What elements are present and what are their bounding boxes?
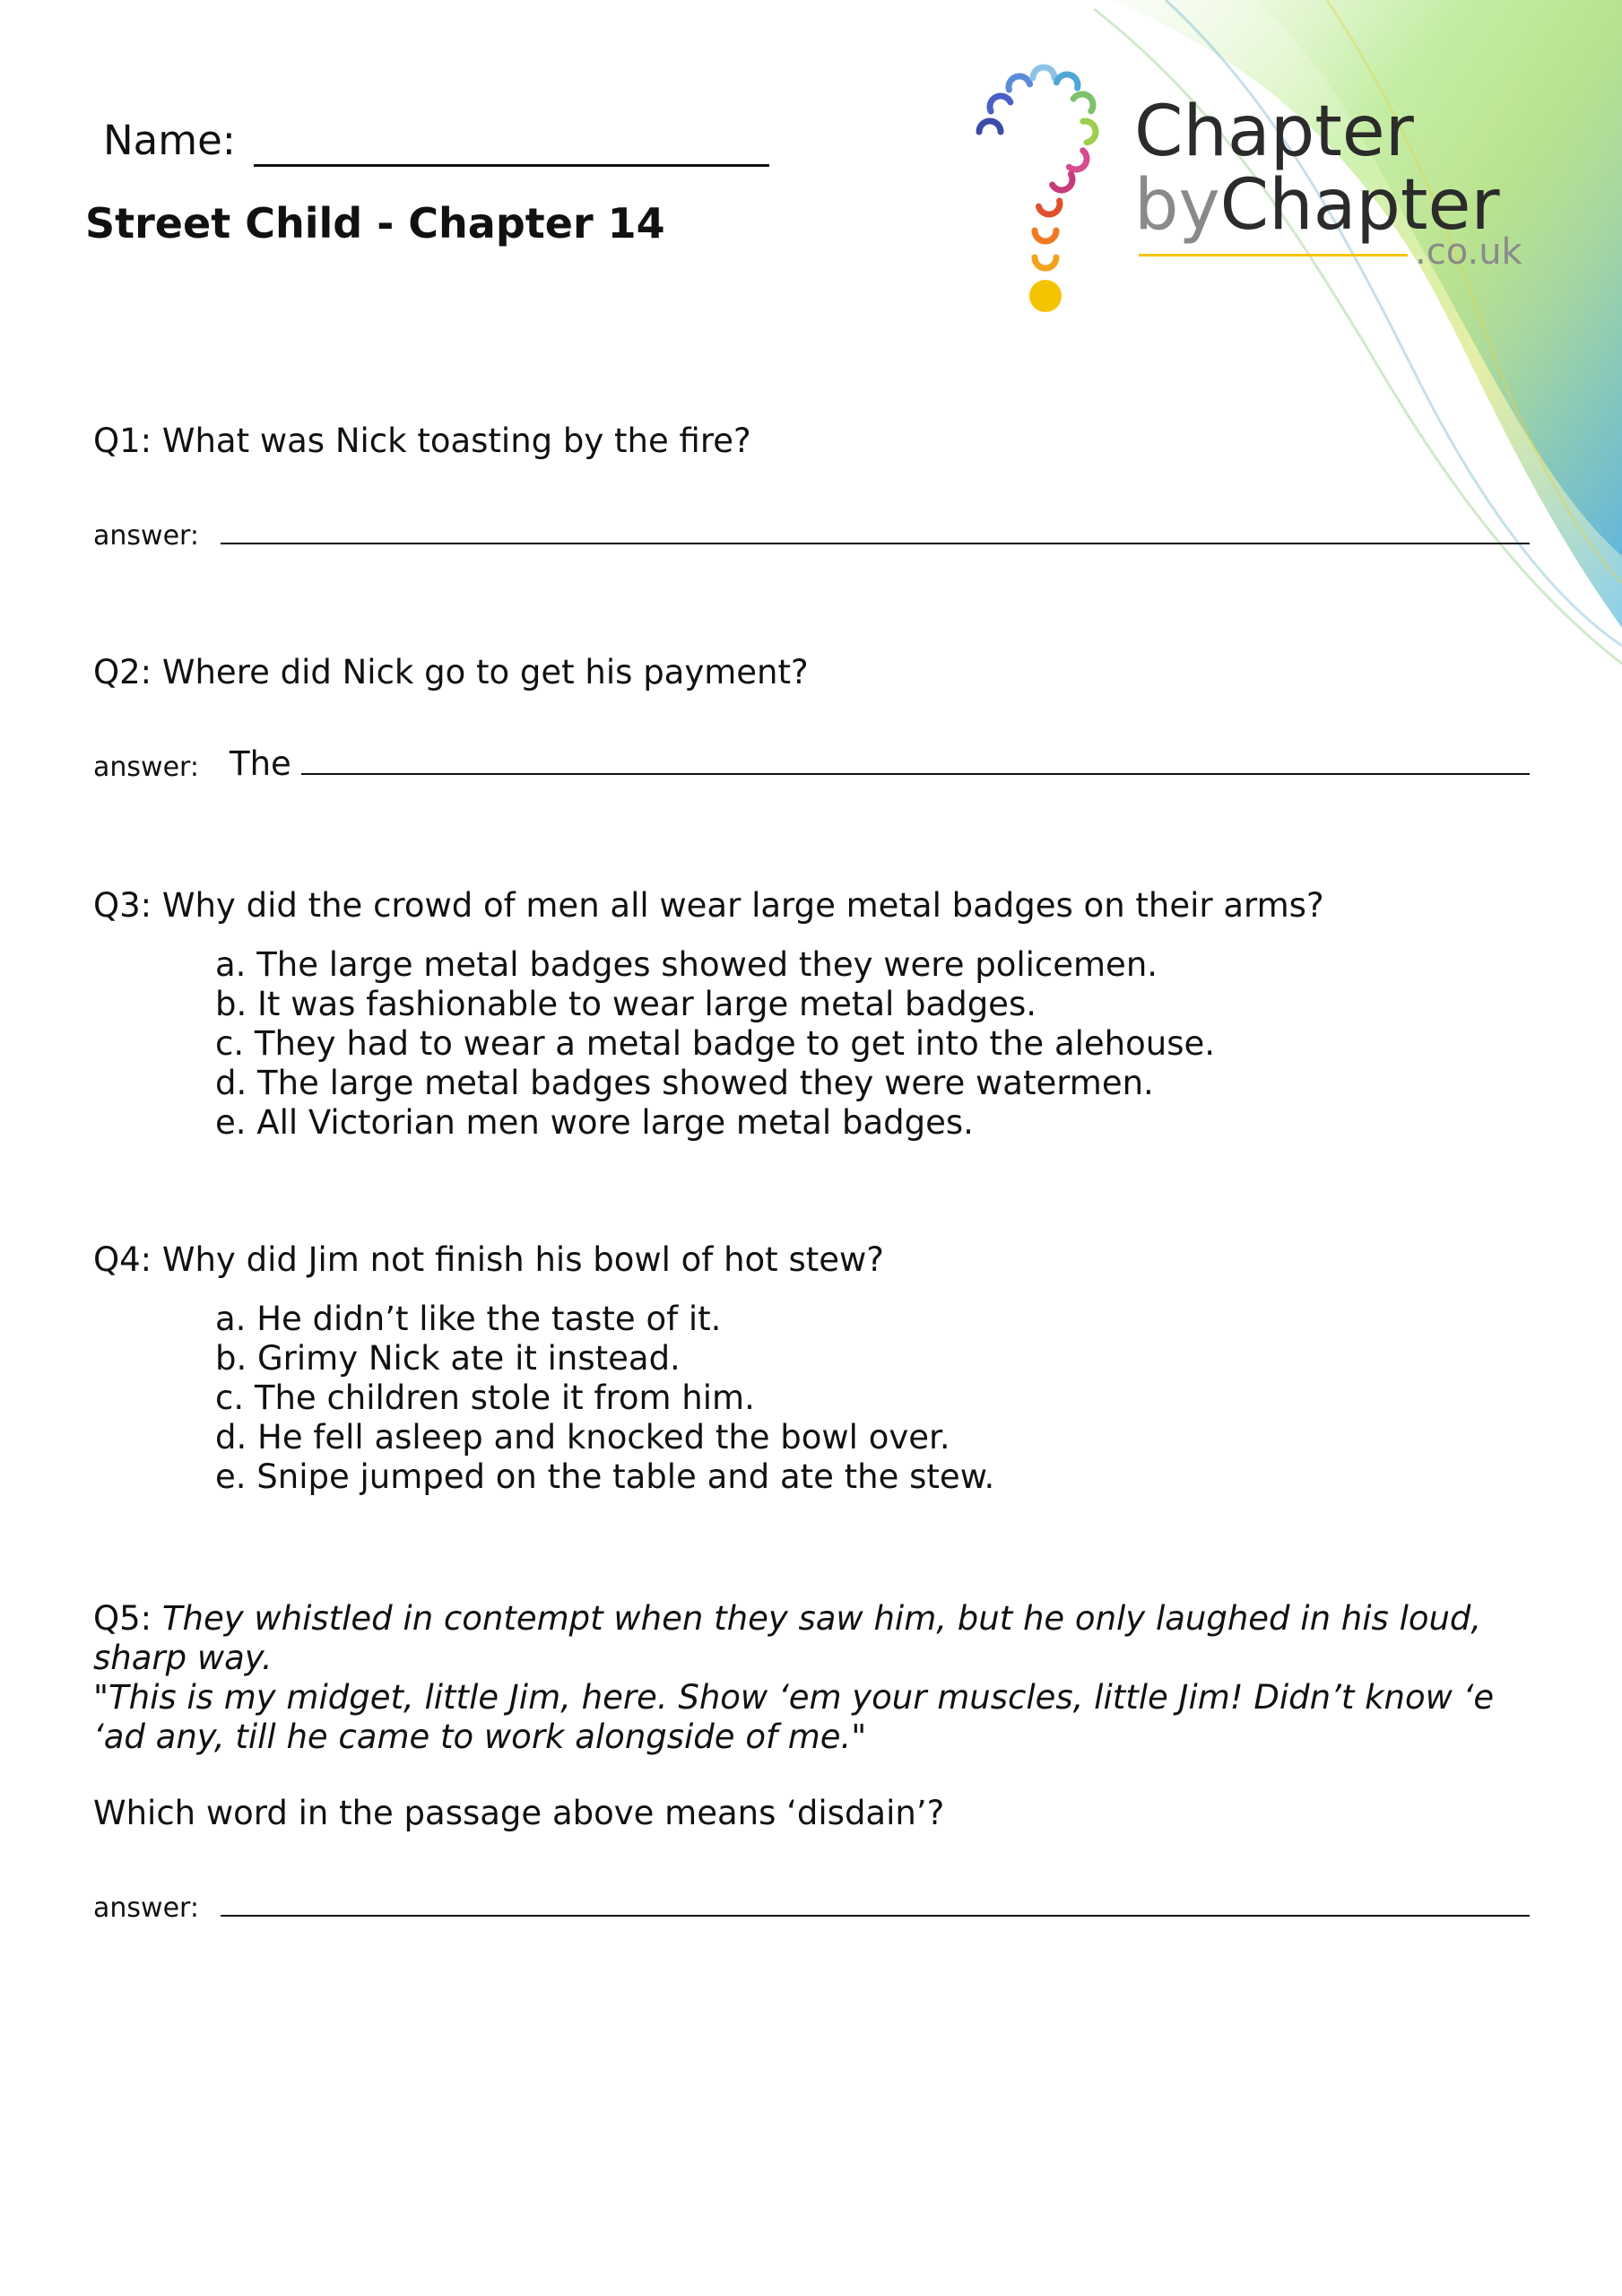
option-3d[interactable]: d. The large metal badges showed they were watermen. bbox=[215, 1064, 1154, 1102]
option-4b[interactable]: b. Grimy Nick ate it instead. bbox=[215, 1339, 681, 1378]
answer-label-2: answer: bbox=[93, 752, 199, 783]
question-4-options bbox=[215, 1300, 994, 1497]
option-4a[interactable]: a. He didn’t like the taste of it. bbox=[215, 1300, 722, 1338]
logo-chapter: Chapter bbox=[1219, 165, 1500, 246]
answer-prefix-2: The bbox=[230, 744, 291, 783]
logo-underline bbox=[1139, 254, 1408, 257]
answer-field-2[interactable] bbox=[301, 773, 1530, 775]
answer-label-1: answer: bbox=[93, 520, 199, 552]
option-3c[interactable]: c. They had to wear a metal badge to get into the alehouse. bbox=[215, 1024, 1216, 1063]
answer-field-1[interactable] bbox=[221, 543, 1530, 544]
option-3a[interactable]: a. The large metal badges showed they were policemen. bbox=[215, 945, 1158, 984]
question-1: Q1: What was Nick toasting by the fire? bbox=[93, 422, 751, 460]
question-2: Q2: Where did Nick go to get his payment? bbox=[93, 653, 809, 691]
question-5: Which word in the passage above means ‘disdain’? bbox=[93, 1794, 945, 1832]
question-4: Q4: Why did Jim not finish his bowl of hot stew? bbox=[93, 1240, 884, 1279]
option-3b[interactable]: b. It was fashionable to wear large metal badges. bbox=[215, 985, 1037, 1023]
answer-label-5: answer: bbox=[93, 1892, 199, 1924]
answer-field-5[interactable] bbox=[221, 1915, 1530, 1917]
logo-by: by bbox=[1134, 165, 1220, 246]
logo-domain: .co.uk bbox=[1415, 231, 1522, 273]
option-3e[interactable]: e. All Victorian men wore large metal badges. bbox=[215, 1103, 974, 1142]
logo-wordmark-line2 bbox=[1134, 165, 1500, 246]
question-5-prefix: Q5: bbox=[93, 1599, 162, 1638]
book-question-mark-icon bbox=[959, 49, 1112, 318]
option-4d[interactable]: d. He fell asleep and knocked the bowl over. bbox=[215, 1418, 950, 1457]
passage-line-2: "This is my midget, little Jim, here. Show ‘em your muscles, little Jim! Didn’t know ‘e ‘ad any, till he came to work alongside of me." bbox=[93, 1678, 1495, 1756]
logo-wordmark-line1: Chapter bbox=[1134, 91, 1414, 172]
question-3-options bbox=[215, 945, 1215, 1143]
passage-line-1: They whistled in contempt when they saw him, but he only laughed in his loud, sharp way. bbox=[93, 1599, 1482, 1677]
option-4c[interactable]: c. The children stole it from him. bbox=[215, 1378, 755, 1417]
question-3: Q3: Why did the crowd of men all wear large metal badges on their arms? bbox=[93, 886, 1324, 925]
option-4e[interactable]: e. Snipe jumped on the table and ate the stew. bbox=[215, 1457, 995, 1496]
worksheet-title: Street Child - Chapter 14 bbox=[85, 199, 665, 248]
name-field[interactable] bbox=[254, 164, 769, 167]
question-5-passage bbox=[93, 1599, 1528, 1757]
name-label: Name: bbox=[103, 117, 236, 164]
